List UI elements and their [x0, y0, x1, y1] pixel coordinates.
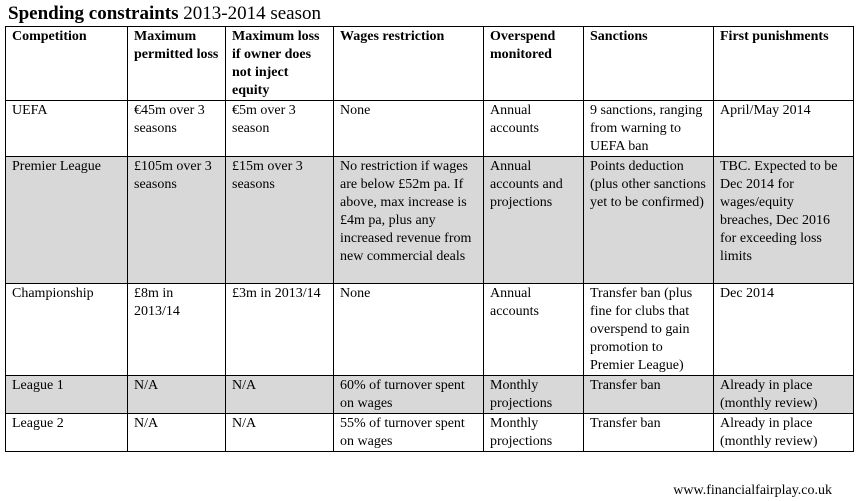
cell-max-loss: £105m over 3 seasons [128, 157, 226, 284]
cell-competition: Premier League [6, 157, 128, 284]
header-row [6, 27, 854, 101]
cell-max-loss-no-equity: N/A [226, 376, 334, 414]
cell-first-punishments: April/May 2014 [714, 101, 854, 157]
cell-monitored: Annual accounts [484, 284, 584, 376]
cell-max-loss-no-equity: £3m in 2013/14 [226, 284, 334, 376]
title-season: 2013-2014 season [183, 3, 322, 24]
cell-wages: None [334, 284, 484, 376]
header-first-punishments: First punishments [714, 27, 854, 101]
cell-max-loss: N/A [128, 376, 226, 414]
header-monitored: Overspend monitored [484, 27, 584, 101]
cell-max-loss: N/A [128, 414, 226, 452]
table-row [6, 376, 854, 414]
table-row [6, 157, 854, 284]
header-max-loss: Maximum permitted loss [128, 27, 226, 101]
cell-wages: 60% of turnover spent on wages [334, 376, 484, 414]
cell-wages: No restriction if wages are below £52m pa. If above, max increase is £4m pa, plus any increased revenue from new commercial deals [334, 157, 484, 284]
page-title [8, 3, 321, 25]
cell-monitored: Monthly projections [484, 376, 584, 414]
table-row [6, 101, 854, 157]
cell-monitored: Monthly projections [484, 414, 584, 452]
cell-competition: League 1 [6, 376, 128, 414]
cell-first-punishments: Already in place (monthly review) [714, 376, 854, 414]
cell-competition: UEFA [6, 101, 128, 157]
table-row [6, 284, 854, 376]
cell-competition: Championship [6, 284, 128, 376]
cell-first-punishments: Dec 2014 [714, 284, 854, 376]
cell-wages: None [334, 101, 484, 157]
cell-competition: League 2 [6, 414, 128, 452]
cell-max-loss: €45m over 3 seasons [128, 101, 226, 157]
cell-sanctions: Transfer ban [584, 376, 714, 414]
cell-max-loss-no-equity: €5m over 3 season [226, 101, 334, 157]
cell-sanctions: 9 sanctions, ranging from warning to UEFA ban [584, 101, 714, 157]
table-row [6, 414, 854, 452]
header-max-loss-no-equity: Maximum loss if owner does not inject equity [226, 27, 334, 101]
cell-first-punishments: TBC. Expected to be Dec 2014 for wages/equity breaches, Dec 2016 for exceeding loss limits [714, 157, 854, 284]
cell-sanctions: Transfer ban (plus fine for clubs that overspend to gain promotion to Premier League) [584, 284, 714, 376]
cell-first-punishments: Already in place (monthly review) [714, 414, 854, 452]
title-bold: Spending constraints [8, 3, 179, 24]
source-url: www.financialfairplay.co.uk [673, 483, 832, 498]
cell-max-loss-no-equity: £15m over 3 seasons [226, 157, 334, 284]
header-wages: Wages restriction [334, 27, 484, 101]
cell-sanctions: Transfer ban [584, 414, 714, 452]
cell-max-loss-no-equity: N/A [226, 414, 334, 452]
cell-monitored: Annual accounts [484, 101, 584, 157]
cell-wages: 55% of turnover spent on wages [334, 414, 484, 452]
cell-max-loss: £8m in 2013/14 [128, 284, 226, 376]
header-competition: Competition [6, 27, 128, 101]
cell-monitored: Annual accounts and projections [484, 157, 584, 284]
spending-constraints-table [5, 26, 854, 452]
header-sanctions: Sanctions [584, 27, 714, 101]
cell-sanctions: Points deduction (plus other sanctions yet to be confirmed) [584, 157, 714, 284]
